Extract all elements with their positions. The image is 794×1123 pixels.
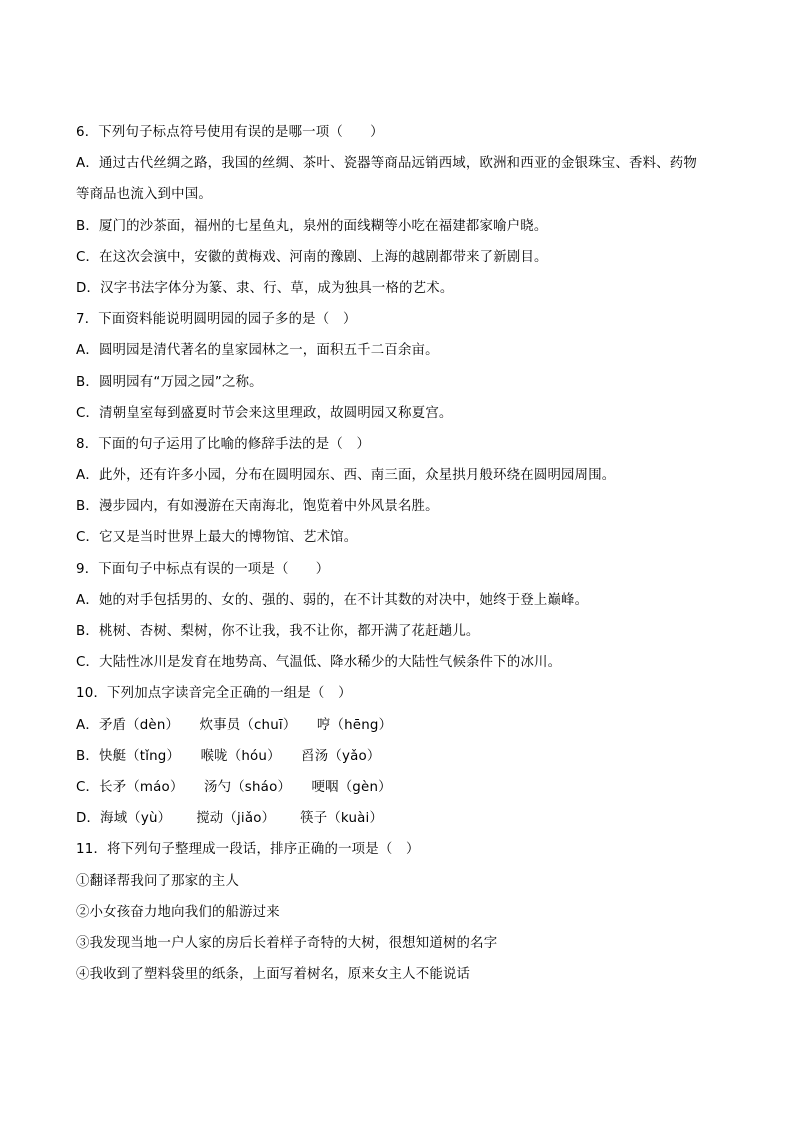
question-7-option-b: B．圆明园有“万园之园”之称。 <box>76 374 263 390</box>
question-7-option-c: C．清朝皇室每到盛夏时节会来这里理政，故圆明园又称夏宫。 <box>76 405 453 421</box>
question-9-option-c: C．大陆性冰川是发育在地势高、气温低、降水稀少的大陆性气候条件下的冰川。 <box>76 655 562 671</box>
question-6-option-c: C．在这次会演中，安徽的黄梅戏、河南的豫剧、上海的越剧都带来了新剧目。 <box>76 249 548 265</box>
question-10-option-b: B．快艇（tǐng） 喉咙（hóu） 舀汤（yǎo） <box>76 748 381 764</box>
question-10-option-c: C．长矛（máo） 汤勺（sháo） 哽咽（gèn） <box>76 779 392 795</box>
question-9-stem: 9．下面句子中标点有误的一项是（ ） <box>76 561 330 577</box>
question-9-option-a: A．她的对手包括男的、女的、强的、弱的，在不计其数的对决中，她终于登上巅峰。 <box>76 592 589 608</box>
question-10-option-a: A．矛盾（dèn） 炊事员（chuī） 哼（hēng） <box>76 717 393 733</box>
question-list <box>76 117 726 990</box>
question-8-option-a: A．此外，还有许多小园，分布在圆明园东、西、南三面，众星拱月般环绕在圆明园周围。 <box>76 468 616 484</box>
question-11-sentence-3: ③我发现当地一户人家的房后长着样子奇特的大树，很想知道树的名字 <box>76 935 498 951</box>
question-8-stem: 8．下面的句子运用了比喻的修辞手法的是（ ） <box>76 436 371 452</box>
question-6-option-a-cont: 等商品也流入到中国。 <box>76 187 212 203</box>
question-11-sentence-2: ②小女孩奋力地向我们的船游过来 <box>76 904 280 920</box>
question-10-option-d: D．海域（yù） 搅动（jiǎo） 筷子（kuài） <box>76 811 384 827</box>
question-9-option-b: B．桃树、杏树、梨树，你不让我，我不让你，都开满了花赶趟儿。 <box>76 624 480 639</box>
question-6-option-b: B．厦门的沙茶面，福州的七星鱼丸，泉州的面线糊等小吃在福建都家喻户晓。 <box>76 218 548 234</box>
question-6-option-d: D．汉字书法字体分为篆、隶、行、草，成为独具一格的艺术。 <box>76 280 454 296</box>
question-7-option-a: A．圆明园是清代著名的皇家园林之一，面积五千二百余亩。 <box>76 343 439 359</box>
question-6-option-a: A．通过古代丝绸之路，我国的丝绸、茶叶、瓷器等商品远销西域，欧洲和西亚的金银珠宝、香料、药物 <box>76 156 697 172</box>
question-7-stem: 7．下面资料能说明圆明园的园子多的是（ ） <box>76 312 357 328</box>
question-11-sentence-4: ④我收到了塑料袋里的纸条，上面写着树名，原来女主人不能说话 <box>76 967 471 983</box>
question-8-option-b: B．漫步园内，有如漫游在天南海北，饱览着中外风景名胜。 <box>76 499 439 515</box>
question-6-stem: 6．下列句子标点符号使用有误的是哪一项（ ） <box>76 125 384 140</box>
question-11-sentence-1: ①翻译帮我问了那家的主人 <box>76 873 240 889</box>
question-8-option-c: C．它又是当时世界上最大的博物馆、艺术馆。 <box>76 530 358 546</box>
question-10-stem: 10．下列加点字读音完全正确的一组是（ ） <box>76 686 352 702</box>
question-11-stem: 11．将下列句子整理成一段话，排序正确的一项是（ ） <box>76 842 420 858</box>
